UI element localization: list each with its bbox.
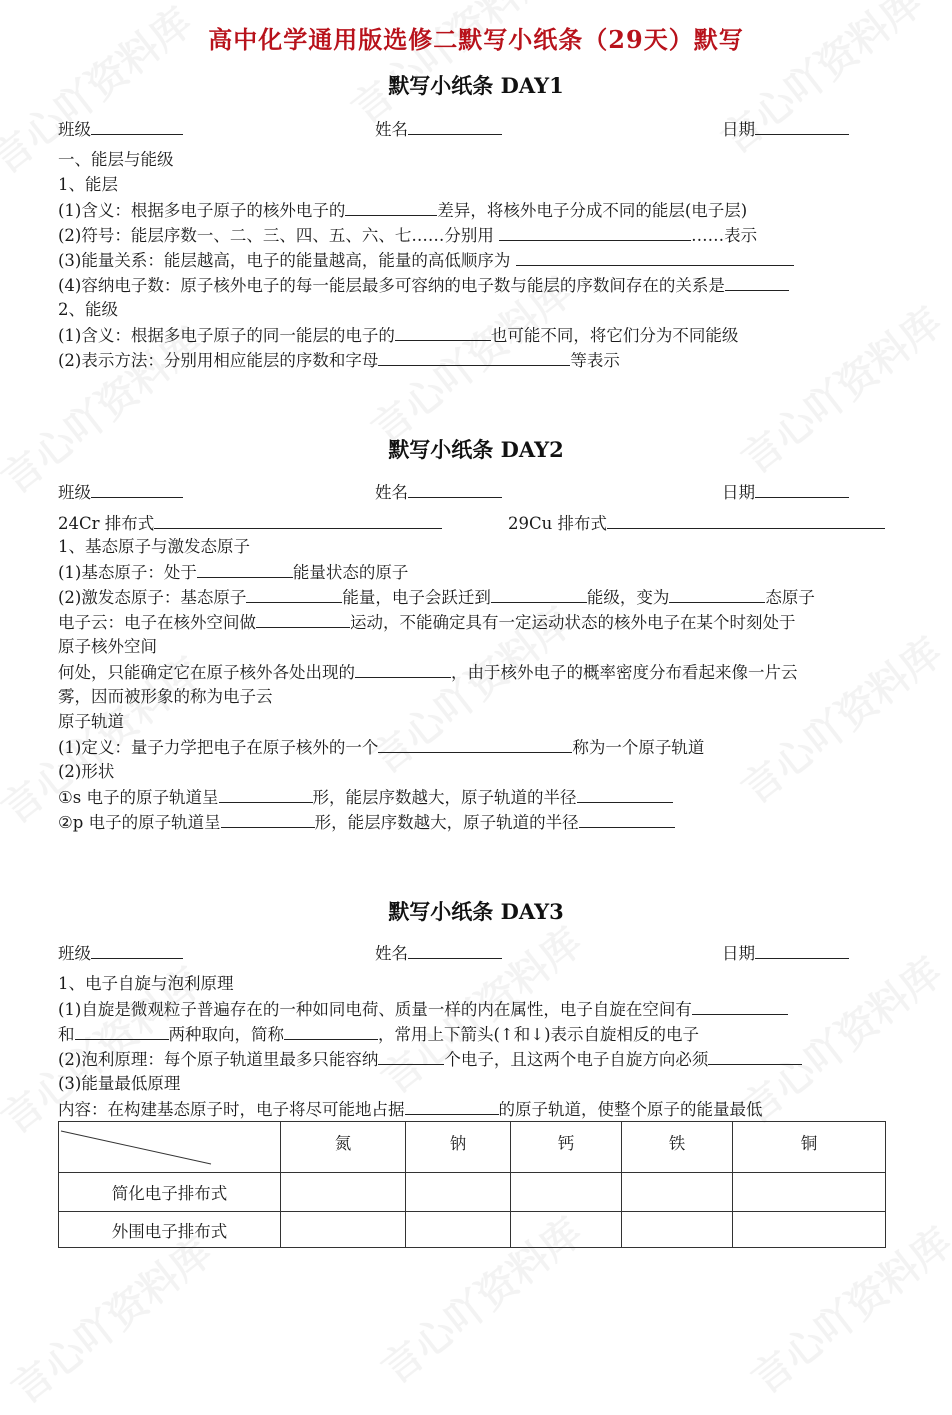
table-col-header: 铜 bbox=[733, 1122, 886, 1173]
date-field bbox=[722, 940, 849, 964]
day2-line: 雾，因而被形象的称为电子云 bbox=[58, 687, 273, 706]
table-col-header: 铁 bbox=[622, 1122, 733, 1173]
fill-blank[interactable] bbox=[395, 323, 491, 341]
fill-blank[interactable] bbox=[725, 273, 789, 291]
class-label: 班级 bbox=[58, 483, 91, 502]
class-label: 班级 bbox=[58, 120, 91, 139]
table-cell[interactable] bbox=[511, 1173, 622, 1212]
table-cell[interactable] bbox=[406, 1173, 511, 1212]
fill-blank[interactable] bbox=[355, 660, 451, 678]
day1-line: (3)能量关系：能层越高，电子的能量越高，能量的高低顺序为 bbox=[58, 248, 794, 273]
page-title: 高中化学通用版选修二默写小纸条（29天）默写 bbox=[208, 25, 744, 54]
table-cell[interactable] bbox=[281, 1212, 406, 1248]
name-label: 姓名 bbox=[375, 944, 408, 963]
fill-blank[interactable] bbox=[75, 1022, 169, 1040]
table-col-header: 钙 bbox=[511, 1122, 622, 1173]
name-label: 姓名 bbox=[375, 483, 408, 502]
day1-line: (2)符号：能层序数一、二、三、四、五、六、七……分别用 ……表示 bbox=[58, 223, 757, 248]
cu-config-field bbox=[508, 510, 885, 534]
fill-blank[interactable] bbox=[499, 223, 691, 241]
fill-blank[interactable] bbox=[378, 735, 572, 753]
date-label: 日期 bbox=[722, 120, 755, 139]
class-field bbox=[58, 940, 183, 964]
diagonal-line bbox=[59, 1122, 280, 1173]
class-blank[interactable] bbox=[91, 117, 183, 135]
day3-line: 1、电子自旋与泡利原理 bbox=[58, 974, 234, 993]
fill-blank[interactable] bbox=[219, 785, 313, 803]
day2-heading: 默写小纸条 DAY2 bbox=[388, 437, 564, 462]
day2-line: (2)激发态原子：基态原子 能量，电子会跃迁到 能级，变为 态原子 bbox=[58, 585, 815, 610]
day2-line: ①s 电子的原子轨道呈 形，能层序数越大，原子轨道的半径 bbox=[58, 785, 673, 810]
fill-blank[interactable] bbox=[577, 785, 673, 803]
class-field bbox=[58, 479, 183, 503]
table-corner-cell bbox=[59, 1122, 281, 1173]
fill-blank[interactable] bbox=[491, 585, 587, 603]
table-row bbox=[59, 1212, 886, 1248]
day2-line: 1、基态原子与激发态原子 bbox=[58, 537, 250, 556]
name-blank[interactable] bbox=[408, 117, 502, 135]
table-cell[interactable] bbox=[406, 1212, 511, 1248]
class-label: 班级 bbox=[58, 944, 91, 963]
table-cell[interactable] bbox=[733, 1173, 886, 1212]
name-field bbox=[375, 116, 502, 140]
day1-heading: 默写小纸条 DAY1 bbox=[388, 73, 564, 98]
date-label: 日期 bbox=[722, 944, 755, 963]
day1-line: (2)表示方法：分别用相应能层的序数和字母 等表示 bbox=[58, 348, 620, 373]
day2-line: 何处，只能确定它在原子核外各处出现的 ，由于核外电子的概率密度分布看起来像一片云 bbox=[58, 660, 798, 685]
day2-line: ②p 电子的原子轨道呈 形，能层序数越大，原子轨道的半径 bbox=[58, 810, 675, 835]
table-cell[interactable] bbox=[622, 1173, 733, 1212]
name-label: 姓名 bbox=[375, 120, 408, 139]
fill-blank[interactable] bbox=[708, 1047, 802, 1065]
table-cell[interactable] bbox=[511, 1212, 622, 1248]
date-label: 日期 bbox=[722, 483, 755, 502]
table-header-row bbox=[59, 1122, 886, 1173]
day3-line: (2)泡利原理：每个原子轨道里最多只能容纳 个电子，且这两个电子自旋方向必须 bbox=[58, 1047, 802, 1072]
class-blank[interactable] bbox=[91, 480, 183, 498]
day3-line: 内容：在构建基态原子时，电子将尽可能地占据 的原子轨道，使整个原子的能量最低 bbox=[58, 1097, 763, 1122]
watermark bbox=[728, 622, 952, 815]
day1-line: 1、能层 bbox=[58, 175, 118, 194]
table-cell[interactable] bbox=[281, 1173, 406, 1212]
date-blank[interactable] bbox=[755, 117, 849, 135]
table-cell[interactable] bbox=[733, 1212, 886, 1248]
date-field bbox=[722, 479, 849, 503]
table-cell[interactable] bbox=[622, 1212, 733, 1248]
day2-line: (1)定义：量子力学把电子在原子核外的一个 称为一个原子轨道 bbox=[58, 735, 704, 760]
day2-line: (1)基态原子：处于 能量状态的原子 bbox=[58, 560, 408, 585]
day3-heading: 默写小纸条 DAY3 bbox=[388, 899, 564, 924]
fill-blank[interactable] bbox=[256, 610, 350, 628]
name-field bbox=[375, 940, 502, 964]
table-row-header: 简化电子排布式 bbox=[59, 1173, 281, 1212]
electron-config-table bbox=[58, 1121, 886, 1248]
cr-config-blank[interactable] bbox=[154, 511, 442, 529]
cr-config-label: 24Cr 排布式 bbox=[58, 514, 155, 533]
name-blank[interactable] bbox=[408, 480, 502, 498]
fill-blank[interactable] bbox=[669, 585, 765, 603]
day2-line: 原子轨道 bbox=[58, 712, 124, 731]
fill-blank[interactable] bbox=[221, 810, 315, 828]
date-field bbox=[722, 116, 849, 140]
fill-blank[interactable] bbox=[345, 198, 437, 216]
class-field bbox=[58, 116, 183, 140]
watermark bbox=[0, 1222, 222, 1415]
fill-blank[interactable] bbox=[246, 585, 342, 603]
day1-line: (1)含义：根据多电子原子的同一能层的电子的 也可能不同，将它们分为不同能级 bbox=[58, 323, 738, 348]
fill-blank[interactable] bbox=[197, 560, 293, 578]
cu-config-blank[interactable] bbox=[607, 511, 885, 529]
fill-blank[interactable] bbox=[516, 248, 794, 266]
day1-line: (1)含义：根据多电子原子的核外电子的 差异，将核外电子分成不同的能层(电子层) bbox=[58, 198, 747, 223]
fill-blank[interactable] bbox=[692, 997, 788, 1015]
date-blank[interactable] bbox=[755, 480, 849, 498]
day3-line: 和 两种取向，简称 ，常用上下箭头(↑和↓)表示自旋相反的电子 bbox=[58, 1022, 699, 1047]
name-blank[interactable] bbox=[408, 941, 502, 959]
cr-config-field bbox=[58, 510, 442, 534]
day3-line: (3)能量最低原理 bbox=[58, 1074, 181, 1093]
class-blank[interactable] bbox=[91, 941, 183, 959]
table-col-header: 氮 bbox=[281, 1122, 406, 1173]
fill-blank[interactable] bbox=[284, 1022, 378, 1040]
day2-line: 原子核外空间 bbox=[58, 637, 157, 656]
name-field bbox=[375, 479, 502, 503]
table-row bbox=[59, 1173, 886, 1212]
day1-line: 一、能层与能级 bbox=[58, 150, 174, 169]
fill-blank[interactable] bbox=[579, 810, 675, 828]
date-blank[interactable] bbox=[755, 941, 849, 959]
day1-line: 2、能级 bbox=[58, 300, 118, 319]
day1-line: (4)容纳电子数：原子核外电子的每一能层最多可容纳的电子数与能层的序数间存在的关系是 bbox=[58, 273, 789, 298]
table-col-header: 钠 bbox=[406, 1122, 511, 1173]
table-row-header: 外围电子排布式 bbox=[59, 1212, 281, 1248]
fill-blank[interactable] bbox=[378, 1047, 444, 1065]
fill-blank[interactable] bbox=[405, 1097, 499, 1115]
day2-line: 电子云：电子在核外空间做 运动，不能确定具有一定运动状态的核外电子在某个时刻处于 bbox=[58, 610, 796, 635]
day2-line: (2)形状 bbox=[58, 762, 115, 781]
day3-line: (1)自旋是微观粒子普遍存在的一种如同电荷、质量一样的内在属性，电子自旋在空间有 bbox=[58, 997, 788, 1022]
fill-blank[interactable] bbox=[378, 348, 570, 366]
cu-config-label: 29Cu 排布式 bbox=[508, 514, 607, 533]
